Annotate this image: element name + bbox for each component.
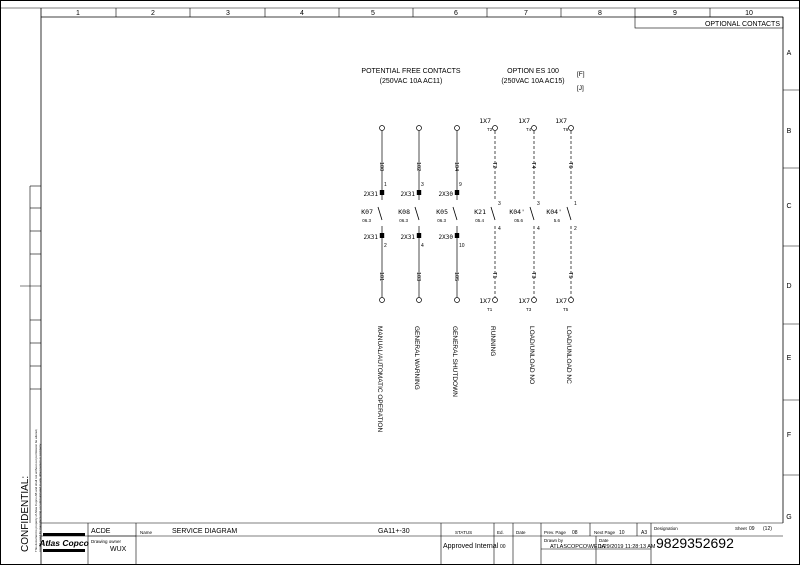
column-label: 5 [371, 10, 375, 17]
circuit-label: GENERAL WARNING [413, 326, 420, 390]
terminal-block-bottom [417, 233, 421, 238]
relay-tag: K21 [474, 208, 486, 216]
contact-pin: 1 [574, 201, 577, 207]
wire-number: 104 [453, 162, 459, 172]
relay-reference: 06.3 [399, 218, 408, 223]
terminal-top [380, 126, 385, 131]
terminal-number: T1 [487, 307, 493, 312]
column-ruler [116, 8, 710, 17]
column-label: 6 [454, 10, 458, 17]
terminal-block-top [455, 190, 459, 195]
designation-label: Designation [654, 526, 678, 531]
terminal-strip-label: 2X30 [438, 191, 453, 198]
terminal-strip-label: 2X31 [400, 234, 415, 241]
contact-switch [378, 207, 382, 220]
model-number: GA11+-30 [378, 528, 410, 535]
wire-number: T4 [530, 162, 536, 169]
terminal-strip-label: 2X31 [400, 191, 415, 198]
row-label: G [786, 514, 792, 521]
outer-frame [1, 1, 800, 565]
relay-reference: 06.3 [437, 218, 446, 223]
terminal-bottom [569, 298, 574, 303]
wire-number: 101 [378, 272, 384, 282]
name-label: Name [140, 530, 153, 535]
diagram-name: SERVICE DIAGRAM [172, 528, 238, 535]
confidential-line-2: copied, used for manufacturing or communicated to any other person or company. [38, 443, 42, 552]
wire-number: 102 [415, 162, 421, 172]
confidential-title: CONFIDENTIAL: [20, 475, 31, 552]
terminal-block-bottom [380, 233, 384, 238]
terminal-bottom [417, 298, 422, 303]
row-label: B [786, 128, 792, 135]
terminal-number: T6 [563, 127, 569, 132]
contact-pin: 4 [537, 226, 540, 232]
row-label: D [786, 283, 792, 290]
relay-reference: 06.3 [362, 218, 371, 223]
org-code: ACDE [91, 528, 111, 535]
terminal-top [532, 126, 537, 131]
paper-size: A3 [641, 530, 648, 536]
edition-value: 00 [500, 544, 506, 550]
terminal-strip-label: 1X7 [479, 117, 491, 125]
contact-pin: 2 [574, 226, 577, 232]
relay-reference: 5.6 [553, 218, 560, 223]
edition-label: Ed. [497, 530, 504, 535]
group-right-title: OPTION ES 100 [507, 68, 559, 75]
circuit-label: LOAD/UNLOAD NC [565, 326, 572, 384]
terminal-top [569, 126, 574, 131]
terminal-top [417, 126, 422, 131]
date-2-label: Date [599, 538, 609, 543]
sheet-number: 09 [749, 526, 755, 532]
terminal-bottom [455, 298, 460, 303]
circuit-label: MANUAL/AUTOMATIC OPERATION [376, 326, 383, 433]
terminal-strip-label: 2X31 [363, 234, 378, 241]
column-label: 1 [76, 10, 80, 17]
next-page-label: Next Page [594, 530, 616, 535]
sheet-label: Sheet [735, 526, 747, 531]
plot-date: 1/29/2019 11:28:13 AM [599, 544, 656, 550]
relay-tag: K05 [436, 208, 448, 216]
group-left-title: POTENTIAL FREE CONTACTS [361, 68, 461, 75]
terminal-number: T5 [563, 307, 569, 312]
circuit-label: LOAD/UNLOAD NO [528, 326, 535, 385]
confidential-line-1: This document is property of Atlas Copco AB and shall not without our permission be altered, [34, 428, 38, 552]
terminal-block-bottom [455, 233, 459, 238]
column-label: 8 [598, 10, 602, 17]
column-label: 4 [300, 10, 304, 17]
contact-switch [530, 207, 534, 220]
relay-reference: 05.6 [514, 218, 523, 223]
svg-text:Atlas Copco: Atlas Copco [39, 538, 89, 548]
group-right-subtitle: (250VAC 10A AC15) [501, 78, 565, 85]
contact-switch [453, 207, 457, 220]
column-label: 9 [673, 10, 677, 17]
terminal-strip-label: 1X7 [479, 297, 491, 305]
contact-pin: 1 [384, 182, 387, 188]
next-page: 10 [619, 530, 625, 536]
terminal-number: T2 [487, 127, 493, 132]
column-label: 10 [745, 10, 753, 17]
drawn-by-label: Drawn by [544, 538, 564, 543]
contact-pin: 3 [421, 182, 424, 188]
drawn-by: ATLASCOPCO\WEDA [550, 544, 606, 550]
circuit-label: GENERAL SHUTDOWN [451, 326, 458, 397]
group-left-subtitle: (250VAC 10A AC11) [379, 78, 443, 85]
wire-number: 103 [415, 272, 421, 282]
terminal-strip-label: 2X30 [438, 234, 453, 241]
wire-number: 100 [378, 162, 384, 172]
contact-circuits [361, 117, 577, 432]
wire-number: 105 [453, 272, 459, 282]
drawing-owner: WUX [110, 546, 127, 553]
terminal-block-top [417, 190, 421, 195]
terminal-strip-label: 1X7 [518, 117, 530, 125]
wire-number: T6 [567, 162, 573, 169]
contact-pin: 4 [498, 226, 501, 232]
row-label: A [786, 50, 792, 57]
previous-page: 08 [572, 530, 578, 536]
terminal-strip-label: 1X7 [555, 117, 567, 125]
drawing-owner-label: Drawing owner [91, 539, 122, 544]
wire-number: T5 [567, 272, 573, 279]
column-label: 7 [524, 10, 528, 17]
contact-pin: 9 [459, 182, 462, 188]
terminal-number: T3 [526, 307, 532, 312]
relay-reference: 05.4 [475, 218, 484, 223]
atlas-copco-logo [38, 533, 89, 552]
relay-tag: K08 [398, 208, 410, 216]
terminal-bottom [532, 298, 537, 303]
row-label: F [786, 432, 792, 439]
column-label: 2 [151, 10, 155, 17]
row-label: C [786, 203, 792, 210]
terminal-strip-label: 1X7 [518, 297, 530, 305]
wire-number: T3 [530, 272, 536, 279]
terminal-block-top [380, 190, 384, 195]
terminal-bottom [380, 298, 385, 303]
contact-pin: 4 [421, 243, 424, 249]
sheet-count: (12) [763, 526, 772, 532]
circuit-label: RUNNING [489, 326, 496, 357]
reference-j: [J] [577, 85, 584, 92]
date-label: Date [516, 530, 526, 535]
previous-page-label: Prev. Page [544, 530, 566, 535]
terminal-top [493, 126, 498, 131]
contact-switch [567, 207, 571, 220]
terminal-bottom [493, 298, 498, 303]
contact-pin: 3 [498, 201, 501, 207]
contact-pin: 3 [537, 201, 540, 207]
row-label: E [786, 355, 792, 362]
status-label: STATUS [455, 530, 473, 535]
terminal-strip-label: 1X7 [555, 297, 567, 305]
column-label: 3 [226, 10, 230, 17]
contact-pin: 2 [384, 243, 387, 249]
relay-tag: K04' [509, 208, 525, 216]
relay-tag: K07 [361, 208, 373, 216]
contact-switch [415, 207, 419, 220]
status-value: Approved Internal [443, 543, 499, 550]
reference-f: [F] [577, 71, 585, 78]
wire-number: T2 [491, 162, 497, 169]
terminal-number: T4 [526, 127, 532, 132]
designation: 9829352692 [656, 535, 734, 551]
terminal-strip-label: 2X31 [363, 191, 378, 198]
relay-tag: K04' [546, 208, 562, 216]
header-box-label: OPTIONAL CONTACTS [704, 21, 780, 28]
wire-number: T1 [491, 272, 497, 279]
contact-pin: 10 [459, 243, 465, 249]
contact-switch [491, 207, 495, 220]
terminal-top [455, 126, 460, 131]
